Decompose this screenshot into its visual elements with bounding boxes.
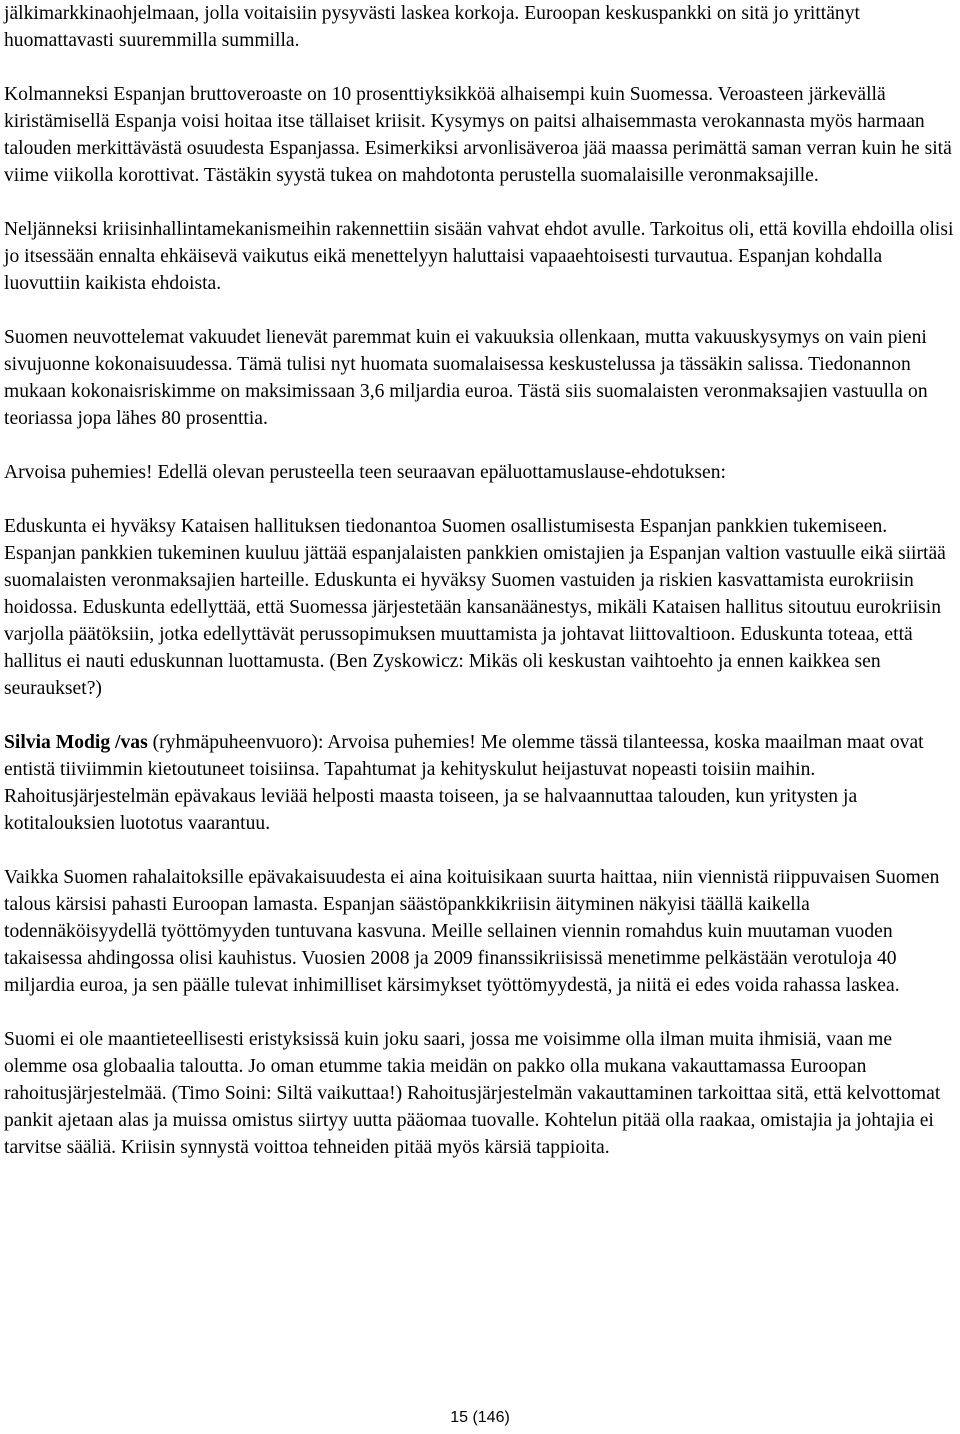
speaker-name: Silvia Modig /vas: [4, 732, 148, 753]
page-number: 15 (146): [450, 1409, 510, 1426]
document-body: [4, 0, 956, 1188]
paragraph: Vaikka Suomen rahalaitoksille epävakaisuudesta ei aina koituisikaan suurta haittaa, niin viennistä riippuvaisen Suomen talous kärsisi pahasti Euroopan lamasta. Espanjan säästöpankkikriisin äityminen näkyisi täällä kaikella todennäköisyydellä työttömyyden tuntuvana kasvuna. Meille sellainen viennin romahdus kuin muutaman vuoden takaisessa ahdingossa olisi kauhistus. Vuosien 2008 ja 2009 finanssikriisissä menetimme pelkästään verotuloja 40 miljardia euroa, ja sen päälle tulevat inhimilliset kärsimykset työttömyydestä, ja niitä ei edes voida rahassa laskea.: [4, 867, 940, 996]
paragraph: Suomi ei ole maantieteellisesti eristyksissä kuin joku saari, jossa me voisimme olla ilman muita ihmisiä, vaan me olemme osa globaalia taloutta. Jo oman etumme takia meidän on pakko olla mukana vakauttamassa Euroopan rahoitusjärjestelmää. (Timo Soini: Siltä vaikuttaa!) Rahoitusjärjestelmän vakauttaminen tarkoittaa sitä, että kelvottomat pankit ajetaan alas ja muissa omistus siirtyy uutta pääomaa tuovalle. Kohtelun pitää olla raakaa, omistajia ja johtajia ei tarvitse sääliä. Kriisin synnystä voittoa tehneiden pitää myös kärsiä tappioita.: [4, 1029, 941, 1158]
paragraph: Kolmanneksi Espanjan bruttoveroaste on 10 prosenttiyksikköä alhaisempi kuin Suomessa. Veroasteen järkevällä kiristämisellä Espanja voisi hoitaa itse tällaiset kriisit. Kysymys on paitsi alhaisemmasta verokannasta myös harmaan talouden merkittävästä osuudesta Espanjassa. Esimerkiksi arvonlisäveroa jää maassa perimättä saman verran kuin he sitä viime viikolla korottivat. Tästäkin syystä tukea on mahdotonta perustella suomalaisille veronmaksajille.: [4, 84, 952, 186]
paragraph: jälkimarkkinaohjelmaan, jolla voitaisiin pysyvästi laskea korkoja. Euroopan keskuspankki on sitä jo yrittänyt huomattavasti suuremmilla summilla.: [4, 3, 860, 51]
speaker-text: (ryhmäpuheenvuoro): Arvoisa puhemies! Me olemme tässä tilanteessa, koska maailman maat ovat entistä tiiviimmin kietoutuneet toisiinsa. Tapahtumat ja kehityskulut heijastuvat nopeasti toisiin maihin. Rahoitusjärjestelmän epävakaus leviää helposti maasta toiseen, ja se halvaannuttaa talouden, kun yritysten ja kotitalouksien luototus vaarantuu.: [4, 732, 924, 834]
paragraph: Suomen neuvottelemat vakuudet lienevät paremmat kuin ei vakuuksia ollenkaan, mutta vakuuskysymys on vain pieni sivujuonne kokonaisuudessa. Tämä tulisi nyt huomata suomalaisessa keskustelussa ja tässäkin salissa. Tiedonannon mukaan kokonaisriskimme on maksimissaan 3,6 miljardia euroa. Tästä siis suomalaisten veronmaksajien vastuulla on teoriassa jopa lähes 80 prosenttia.: [4, 327, 928, 429]
paragraph: Neljänneksi kriisinhallintamekanismeihin rakennettiin sisään vahvat ehdot avulle. Tarkoitus oli, että kovilla ehdoilla olisi jo itsessään ennalta ehkäisevä vaikutus eikä menettelyyn haluttaisi vapaaehtoisesti turvautua. Espanjan kohdalla luovuttiin kaikista ehdoista.: [4, 219, 954, 294]
paragraph: Eduskunta ei hyväksy Kataisen hallituksen tiedonantoa Suomen osallistumisesta Espanjan pankkien tukemiseen. Espanjan pankkien tukeminen kuuluu jättää espanjalaisten pankkien omistajien ja Espanjan valtion vastuulle eikä siirtää suomalaisten veronmaksajien harteille. Eduskunta ei hyväksy Suomen vastuiden ja riskien kasvattamista eurokriisin hoidossa. Eduskunta edellyttää, että Suomessa järjestetään kansanäänestys, mikäli Kataisen hallitus sitoutuu eurokriisin varjolla päätöksiin, jotka edellyttävät perussopimuksen muuttamista ja johtavat liittovaltioon. Eduskunta toteaa, että hallitus ei nauti eduskunnan luottamusta. (Ben Zyskowicz: Mikäs oli keskustan vaihtoehto ja ennen kaikkea sen seuraukset?): [4, 516, 946, 699]
speaker-paragraph: [4, 729, 956, 837]
paragraph: Arvoisa puhemies! Edellä olevan perusteella teen seuraavan epäluottamuslause-ehdotuksen:: [4, 462, 726, 483]
